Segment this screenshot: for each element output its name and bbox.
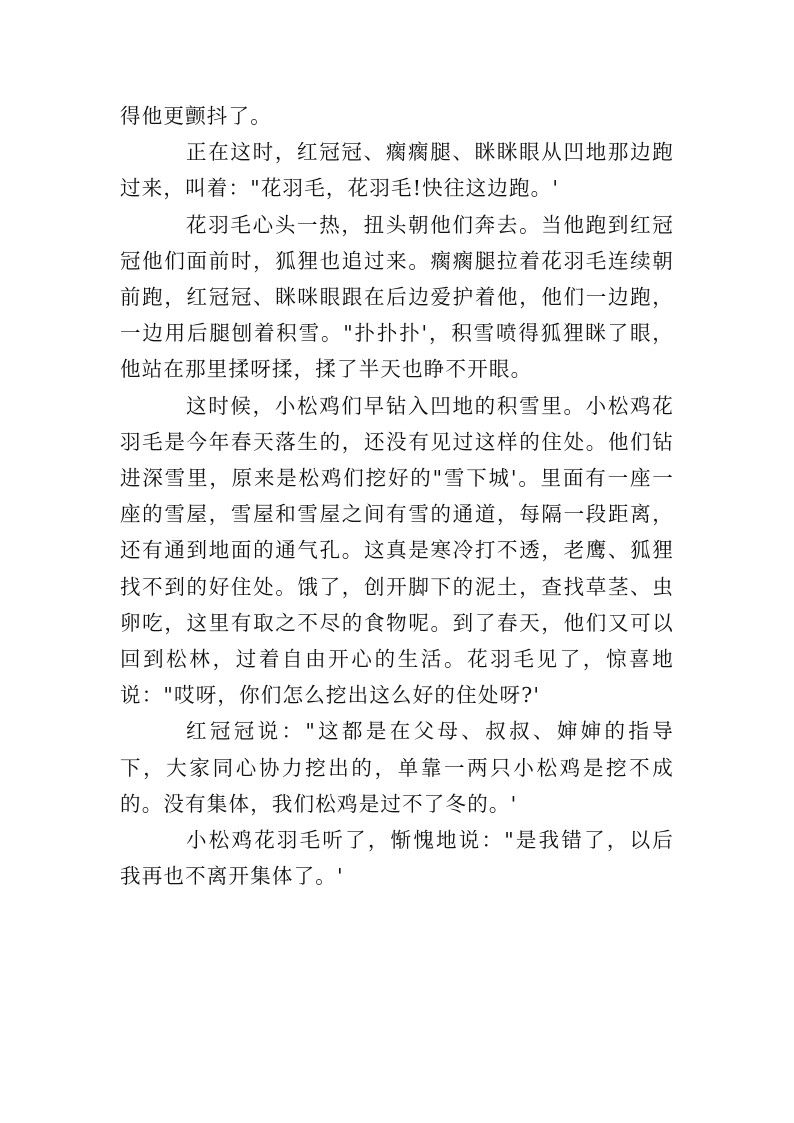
paragraph-1: 得他更颤抖了。 (120, 104, 272, 128)
paragraph-3: 花羽毛心头一热，扭头朝他们奔去。当他跑到红冠冠他们面前时，狐狸也追过来。瘸瘸腿拉着花羽毛连续朝前跑，红冠冠、眯咪眼跟在后边爱护着他，他们一边跑，一边用后腿刨着积雪。"扑扑扑'，积雪喷得狐狸眯了眼，他站在那里揉呀揉，揉了半天也睁不开眼。 (120, 212, 674, 382)
story-text (120, 98, 674, 894)
paragraph-4: 这时候，小松鸡们早钻入凹地的积雪里。小松鸡花羽毛是今年春天落生的，还没有见过这样的住处。他们钻进深雪里，原来是松鸡们挖好的"雪下城'。里面有一座一座的雪屋，雪屋和雪屋之间有雪的通道，每隔一段距离，还有通到地面的通气孔。这真是寒冷打不透，老鹰、狐狸找不到的好住处。饿了，创开脚下的泥土，查找草茎、虫卵吃，这里有取之不尽的食物呢。到了春天，他们又可以回到松林，过着自由开心的生活。花羽毛见了，惊喜地说："哎呀，你们怎么挖出这么好的住处呀?' (120, 393, 674, 708)
paragraph-2: 正在这时，红冠冠、瘸瘸腿、眯眯眼从凹地那边跑过来，叫着："花羽毛，花羽毛!快往这边跑。' (120, 140, 674, 201)
paragraph-5: 红冠冠说："这都是在父母、叔叔、婶婶的指导下，大家同心协力挖出的，单靠一两只小松鸡是挖不成的。没有集体，我们松鸡是过不了冬的。' (120, 719, 674, 816)
paragraph-6: 小松鸡花羽毛听了，惭愧地说："是我错了，以后我再也不离开集体了。' (120, 828, 674, 889)
